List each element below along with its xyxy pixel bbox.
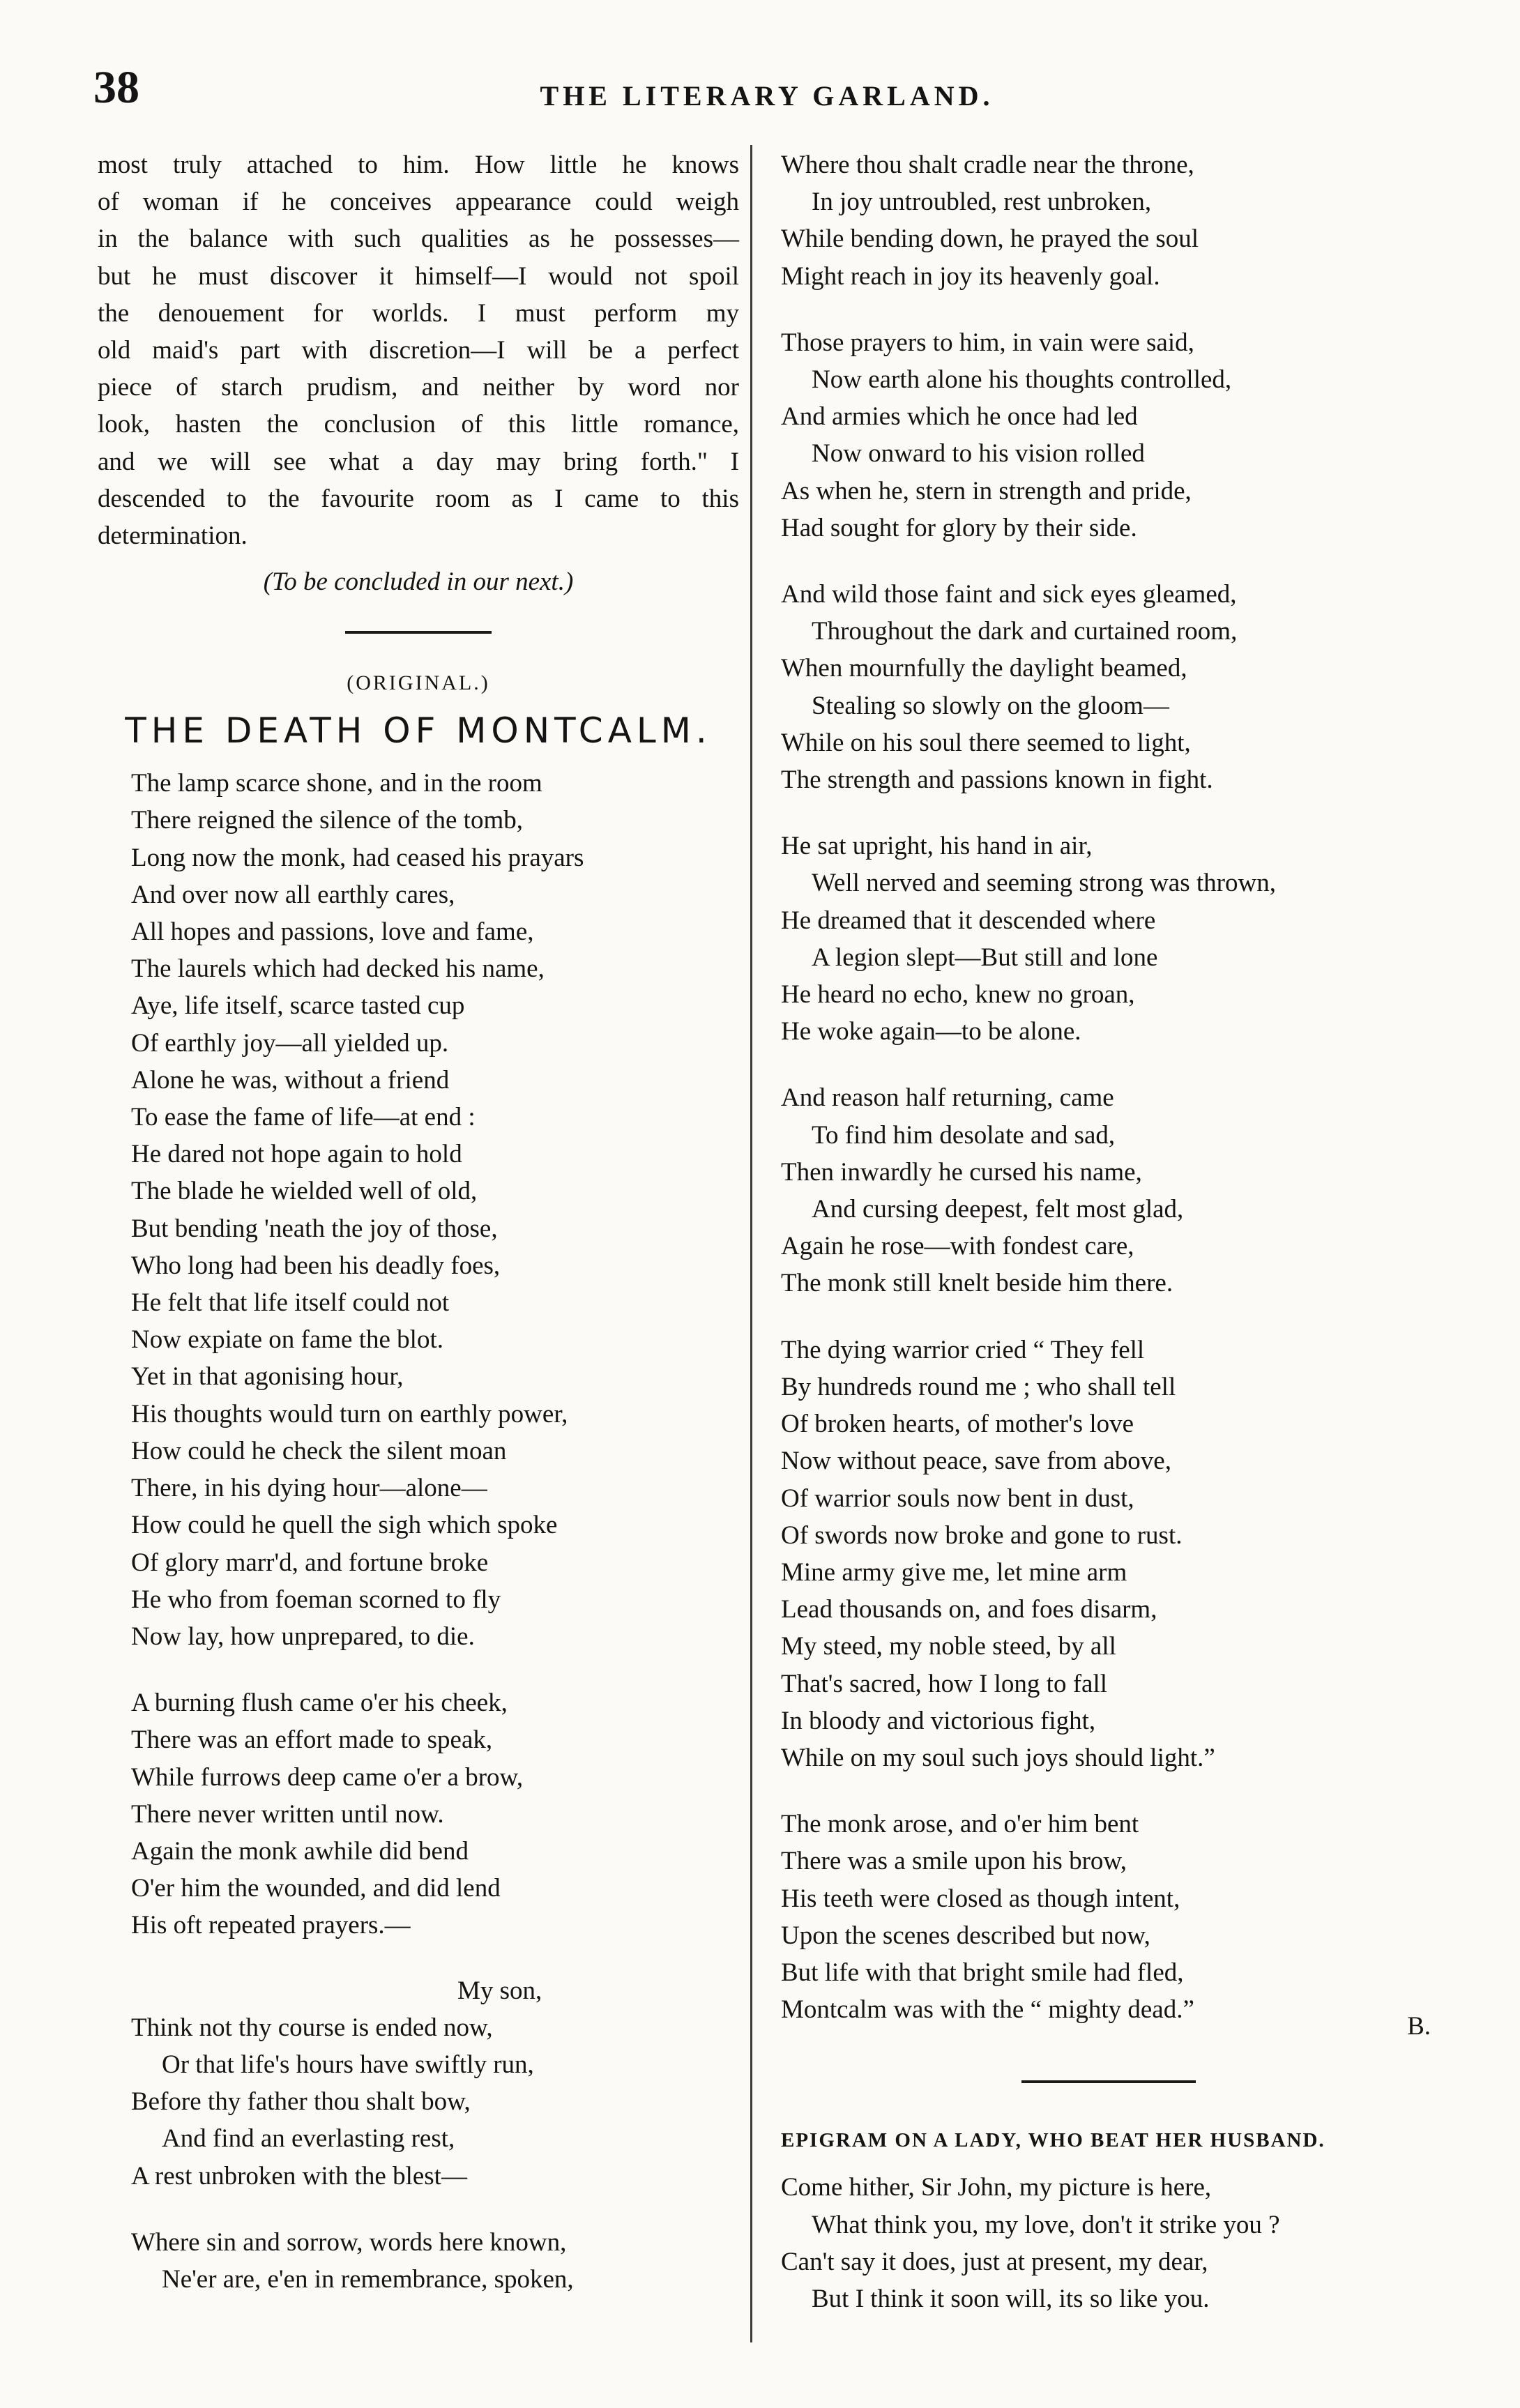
verse-line: Again the monk awhile did bend — [131, 1836, 469, 1866]
verse-line: What think you, my love, don't it strike you ? — [812, 2210, 1280, 2239]
prose-line: the denouement for worlds. I must perform my — [98, 298, 739, 328]
verse-line: Now lay, how unprepared, to die. — [131, 1622, 475, 1651]
verse-line: Again he rose—with fondest care, — [781, 1232, 1134, 1261]
original-tag: (ORIGINAL.) — [347, 671, 490, 695]
verse-line: The lamp scarce shone, and in the room — [131, 769, 542, 798]
verse-line: He dreamed that it descended where — [781, 906, 1156, 935]
verse-line: And armies which he once had led — [781, 402, 1138, 432]
running-title: THE LITERARY GARLAND. — [540, 80, 994, 112]
right-column — [781, 146, 1436, 2317]
left-column — [98, 146, 739, 2298]
verse-line: Of warrior souls now bent in dust, — [781, 1484, 1134, 1513]
verse-line: And find an everlasting rest, — [162, 2124, 455, 2154]
prose-line: descended to the favourite room as I came to this — [98, 484, 739, 513]
verse-line: While on my soul such joys should light.” — [781, 1743, 1215, 1772]
verse-line: To ease the fame of life—at end : — [131, 1103, 476, 1132]
verse-line: There was an effort made to speak, — [131, 1725, 493, 1755]
prose-paragraph — [98, 146, 739, 554]
verse-line: There never written until now. — [131, 1799, 444, 1829]
verse-line: Might reach in joy its heavenly goal. — [781, 261, 1160, 291]
poem-stanza — [781, 576, 1436, 798]
poem-stanza — [781, 146, 1436, 295]
verse-line: How could he check the silent moan — [131, 1436, 507, 1465]
verse-line: And wild those faint and sick eyes gleamed, — [781, 580, 1237, 609]
verse-line: How could he quell the sigh which spoke — [131, 1511, 558, 1540]
verse-line: His oft repeated prayers.— — [131, 1911, 411, 1940]
verse-line: There reigned the silence of the tomb, — [131, 806, 523, 835]
verse-line: Who long had been his deadly foes, — [131, 1251, 501, 1280]
poem-stanza — [98, 2224, 739, 2298]
prose-line: old maid's part with discretion—I will be a perfect — [98, 336, 739, 365]
epigram-title: EPIGRAM ON A LADY, WHO BEAT HER HUSBAND. — [781, 2129, 1325, 2152]
verse-line: Then inwardly he cursed his name, — [781, 1157, 1142, 1187]
page-header — [84, 61, 1450, 124]
verse-line: Stealing so slowly on the gloom— — [812, 691, 1169, 720]
verse-line: And cursing deepest, felt most glad, — [812, 1195, 1184, 1224]
verse-line: Aye, life itself, scarce tasted cup — [131, 991, 465, 1021]
verse-line: Well nerved and seeming strong was thrown, — [812, 869, 1276, 898]
verse-line: As when he, stern in strength and pride, — [781, 476, 1192, 505]
verse-line: And over now all earthly cares, — [131, 880, 455, 909]
verse-line: He woke again—to be alone. — [781, 1017, 1081, 1046]
prose-line: and we will see what a day may bring forth." I — [98, 447, 739, 476]
verse-line: Come hither, Sir John, my picture is here, — [781, 2173, 1212, 2202]
verse-line: Before thy father thou shalt bow, — [131, 2087, 471, 2117]
verse-line: By hundreds round me ; who shall tell — [781, 1372, 1176, 1401]
verse-line: Yet in that agonising hour, — [131, 1362, 404, 1392]
verse-line: Ne'er are, e'en in remembrance, spoken, — [162, 2264, 574, 2294]
section-rule — [1021, 2080, 1196, 2083]
verse-line: In joy untroubled, rest unbroken, — [812, 188, 1152, 217]
verse-line: In bloody and victorious fight, — [781, 1706, 1096, 1735]
verse-line: There, in his dying hour—alone— — [131, 1474, 487, 1503]
verse-line: Those prayers to him, in vain were said, — [781, 328, 1194, 357]
verse-line: He sat upright, his hand in air, — [781, 832, 1093, 861]
verse-line: While furrows deep came o'er a brow, — [131, 1762, 524, 1792]
verse-line: Mine army give me, let mine arm — [781, 1557, 1127, 1587]
verse-line: The monk still knelt beside him there. — [781, 1269, 1173, 1298]
prose-line: most truly attached to him. How little he knows — [98, 151, 739, 179]
verse-line: But bending 'neath the joy of those, — [131, 1214, 498, 1243]
prose-line: in the balance with such qualities as he possesses— — [98, 224, 739, 254]
verse-line: Montcalm was with the “ mighty dead.” — [781, 1995, 1194, 2025]
column-divider — [750, 145, 752, 2342]
author-signature: B. — [1407, 2012, 1431, 2041]
verse-line: Can't say it does, just at present, my dear, — [781, 2247, 1208, 2276]
prose-line: but he must discover it himself—I would not spoil — [98, 261, 739, 291]
verse-line: Throughout the dark and curtained room, — [812, 617, 1238, 646]
verse-line: Now earth alone his thoughts controlled, — [812, 365, 1232, 395]
verse-line: Of broken hearts, of mother's love — [781, 1410, 1134, 1439]
verse-line: He dared not hope again to hold — [131, 1140, 462, 1169]
verse-line: Of glory marr'd, and fortune broke — [131, 1548, 489, 1577]
verse-line: Now expiate on fame the blot. — [131, 1325, 443, 1355]
verse-line: His teeth were closed as though intent, — [781, 1884, 1180, 1913]
poem-stanza — [781, 1332, 1436, 1776]
verse-line: But I think it soon will, its so like you. — [812, 2284, 1210, 2313]
verse-line-my-son: My son, — [457, 1976, 542, 2005]
poem-stanza — [781, 1806, 1436, 2028]
verse-line: But life with that bright smile had fled, — [781, 1958, 1184, 1987]
prose-line: piece of starch prudism, and neither by word nor — [98, 373, 739, 402]
verse-line: Alone he was, without a friend — [131, 1065, 450, 1095]
verse-line: Had sought for glory by their side. — [781, 513, 1137, 542]
poem-stanza — [781, 828, 1436, 1050]
poem-stanza — [98, 1684, 739, 1944]
verse-line: Think not thy course is ended now, — [131, 2013, 493, 2042]
verse-line: Upon the scenes described but now, — [781, 1921, 1150, 1950]
poem-title: THE DEATH OF MONTCALM. — [125, 710, 712, 752]
verse-line: And reason half returning, came — [781, 1083, 1114, 1113]
verse-line: While bending down, he prayed the soul — [781, 224, 1199, 254]
prose-line: determination. — [98, 521, 248, 551]
verse-line: The laurels which had decked his name, — [131, 954, 545, 984]
verse-line: Of swords now broke and gone to rust. — [781, 1521, 1183, 1550]
verse-line: Now onward to his vision rolled — [812, 439, 1145, 468]
prose-line: of woman if he conceives appearance could weigh — [98, 188, 739, 217]
verse-line: He felt that life itself could not — [131, 1288, 450, 1318]
verse-line: Long now the monk, had ceased his prayars — [131, 843, 584, 872]
verse-line: The blade he wielded well of old, — [131, 1177, 478, 1206]
prose-line: look, hasten the conclusion of this little romance, — [98, 410, 739, 439]
verse-line: He who from foeman scorned to fly — [131, 1585, 501, 1614]
verse-line: There was a smile upon his brow, — [781, 1847, 1127, 1876]
verse-line: When mournfully the daylight beamed, — [781, 654, 1187, 683]
verse-line: A burning flush came o'er his cheek, — [131, 1689, 508, 1718]
verse-line: All hopes and passions, love and fame, — [131, 917, 534, 947]
verse-line: The strength and passions known in fight. — [781, 765, 1213, 795]
verse-line: My steed, my noble steed, by all — [781, 1632, 1116, 1661]
verse-line: A legion slept—But still and lone — [812, 943, 1158, 972]
verse-line: Where thou shalt cradle near the throne, — [781, 151, 1194, 179]
verse-line: Or that life's hours have swiftly run, — [162, 2050, 534, 2079]
poem-stanza — [781, 324, 1436, 547]
poem-stanza — [98, 765, 739, 1655]
verse-line: He heard no echo, knew no groan, — [781, 980, 1135, 1009]
poem-stanza — [781, 1079, 1436, 1302]
verse-line: To find him desolate and sad, — [812, 1120, 1116, 1150]
verse-line: While on his soul there seemed to light, — [781, 728, 1191, 757]
verse-line: Of earthly joy—all yielded up. — [131, 1028, 449, 1058]
continuation-note: (To be concluded in our next.) — [263, 567, 574, 597]
page-number: 38 — [93, 62, 139, 113]
verse-line: That's sacred, how I long to fall — [781, 1669, 1108, 1698]
verse-line: Now without peace, save from above, — [781, 1447, 1171, 1476]
epigram-stanza — [781, 2169, 1436, 2317]
verse-line: O'er him the wounded, and did lend — [131, 1874, 501, 1903]
section-rule — [345, 631, 492, 634]
verse-line: Where sin and sorrow, words here known, — [131, 2227, 567, 2257]
verse-line: Lead thousands on, and foes disarm, — [781, 1595, 1157, 1624]
poem-stanza — [98, 2009, 739, 2195]
verse-line: The dying warrior cried “ They fell — [781, 1335, 1145, 1364]
verse-line: A rest unbroken with the blest— — [131, 2161, 467, 2190]
verse-line: The monk arose, and o'er him bent — [781, 1810, 1139, 1839]
verse-line: His thoughts would turn on earthly power, — [131, 1399, 568, 1428]
